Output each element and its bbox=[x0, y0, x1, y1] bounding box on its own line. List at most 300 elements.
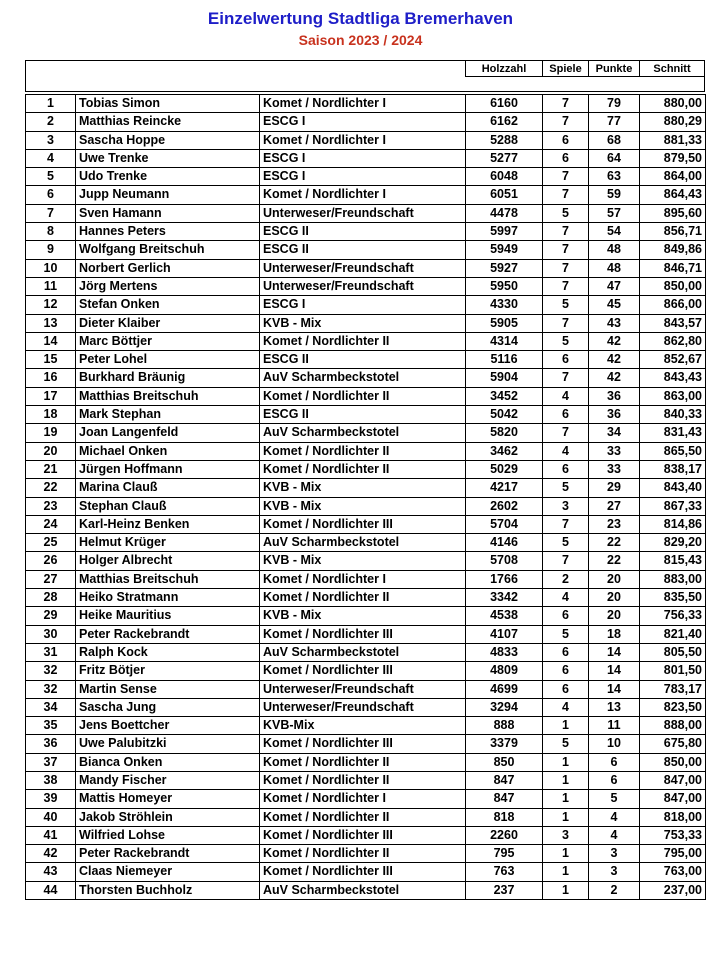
holzzahl-cell: 4833 bbox=[466, 643, 543, 661]
player-name-cell: Burkhard Bräunig bbox=[76, 369, 260, 387]
spiele-cell: 7 bbox=[543, 223, 589, 241]
team-cell: Unterweser/Freundschaft bbox=[260, 277, 466, 295]
team-cell: KVB - Mix bbox=[260, 552, 466, 570]
rank-cell: 43 bbox=[26, 863, 76, 881]
player-name-cell: Stefan Onken bbox=[76, 296, 260, 314]
table-row bbox=[26, 735, 706, 753]
team-cell: AuV Scharmbeckstotel bbox=[260, 643, 466, 661]
spiele-cell: 3 bbox=[543, 826, 589, 844]
player-name-cell: Mandy Fischer bbox=[76, 771, 260, 789]
rank-cell: 32 bbox=[26, 680, 76, 698]
schnitt-cell: 880,00 bbox=[640, 95, 706, 113]
player-name-cell: Stephan Clauß bbox=[76, 497, 260, 515]
player-name-cell: Jakob Ströhlein bbox=[76, 808, 260, 826]
schnitt-cell: 843,43 bbox=[640, 369, 706, 387]
spiele-cell: 1 bbox=[543, 753, 589, 771]
team-cell: Komet / Nordlichter III bbox=[260, 863, 466, 881]
rank-cell: 36 bbox=[26, 735, 76, 753]
schnitt-cell: 867,33 bbox=[640, 497, 706, 515]
schnitt-cell: 815,43 bbox=[640, 552, 706, 570]
team-cell: KVB - Mix bbox=[260, 314, 466, 332]
spiele-cell: 7 bbox=[543, 113, 589, 131]
team-cell: KVB - Mix bbox=[260, 607, 466, 625]
schnitt-cell: 829,20 bbox=[640, 534, 706, 552]
schnitt-cell: 814,86 bbox=[640, 515, 706, 533]
holzzahl-cell: 6051 bbox=[466, 186, 543, 204]
team-cell: Komet / Nordlichter I bbox=[260, 790, 466, 808]
team-cell: AuV Scharmbeckstotel bbox=[260, 534, 466, 552]
table-row bbox=[26, 332, 706, 350]
punkte-cell: 22 bbox=[589, 552, 640, 570]
team-cell: KVB - Mix bbox=[260, 497, 466, 515]
team-cell: Unterweser/Freundschaft bbox=[260, 259, 466, 277]
team-cell: Unterweser/Freundschaft bbox=[260, 204, 466, 222]
player-name-cell: Peter Lohel bbox=[76, 351, 260, 369]
table-row bbox=[26, 625, 706, 643]
holzzahl-cell: 818 bbox=[466, 808, 543, 826]
punkte-cell: 68 bbox=[589, 131, 640, 149]
page-title: Einzelwertung Stadtliga Bremerhaven bbox=[207, 9, 514, 28]
punkte-cell: 36 bbox=[589, 406, 640, 424]
schnitt-cell: 835,50 bbox=[640, 589, 706, 607]
team-cell: Unterweser/Freundschaft bbox=[260, 698, 466, 716]
holzzahl-cell: 5927 bbox=[466, 259, 543, 277]
player-name-cell: Mark Stephan bbox=[76, 406, 260, 424]
team-cell: Komet / Nordlichter II bbox=[260, 808, 466, 826]
player-name-cell: Jupp Neumann bbox=[76, 186, 260, 204]
spiele-cell: 4 bbox=[543, 698, 589, 716]
player-name-cell: Joan Langenfeld bbox=[76, 424, 260, 442]
schnitt-cell: 823,50 bbox=[640, 698, 706, 716]
schnitt-cell: 850,00 bbox=[640, 753, 706, 771]
table-row bbox=[26, 534, 706, 552]
holzzahl-cell: 4809 bbox=[466, 662, 543, 680]
rank-cell: 20 bbox=[26, 442, 76, 460]
holzzahl-cell: 5904 bbox=[466, 369, 543, 387]
punkte-cell: 59 bbox=[589, 186, 640, 204]
table-row bbox=[26, 168, 706, 186]
spiele-cell: 1 bbox=[543, 845, 589, 863]
spiele-cell: 6 bbox=[543, 460, 589, 478]
table-row bbox=[26, 698, 706, 716]
table-row bbox=[26, 149, 706, 167]
holzzahl-cell: 3462 bbox=[466, 442, 543, 460]
punkte-cell: 14 bbox=[589, 680, 640, 698]
player-name-cell: Marc Böttjer bbox=[76, 332, 260, 350]
table-row bbox=[26, 552, 706, 570]
rank-cell: 30 bbox=[26, 625, 76, 643]
holzzahl-cell: 4478 bbox=[466, 204, 543, 222]
ranking-table bbox=[25, 94, 706, 900]
rank-cell: 22 bbox=[26, 479, 76, 497]
punkte-cell: 42 bbox=[589, 332, 640, 350]
schnitt-cell: 795,00 bbox=[640, 845, 706, 863]
spiele-cell: 5 bbox=[543, 296, 589, 314]
team-cell: ESCG I bbox=[260, 113, 466, 131]
player-name-cell: Bianca Onken bbox=[76, 753, 260, 771]
team-cell: KVB - Mix bbox=[260, 479, 466, 497]
spiele-cell: 7 bbox=[543, 95, 589, 113]
spiele-cell: 5 bbox=[543, 735, 589, 753]
team-cell: Komet / Nordlichter II bbox=[260, 771, 466, 789]
punkte-cell: 11 bbox=[589, 717, 640, 735]
table-row bbox=[26, 223, 706, 241]
team-cell: Unterweser/Freundschaft bbox=[260, 680, 466, 698]
player-name-cell: Sascha Jung bbox=[76, 698, 260, 716]
team-cell: Komet / Nordlichter I bbox=[260, 95, 466, 113]
punkte-cell: 3 bbox=[589, 863, 640, 881]
holzzahl-cell: 5708 bbox=[466, 552, 543, 570]
player-name-cell: Matthias Reincke bbox=[76, 113, 260, 131]
holzzahl-cell: 4330 bbox=[466, 296, 543, 314]
player-name-cell: Jürgen Hoffmann bbox=[76, 460, 260, 478]
rank-cell: 26 bbox=[26, 552, 76, 570]
rank-cell: 4 bbox=[26, 149, 76, 167]
team-cell: Komet / Nordlichter II bbox=[260, 442, 466, 460]
rank-cell: 19 bbox=[26, 424, 76, 442]
spiele-cell: 2 bbox=[543, 570, 589, 588]
punkte-cell: 57 bbox=[589, 204, 640, 222]
holzzahl-cell: 3379 bbox=[466, 735, 543, 753]
team-cell: Komet / Nordlichter I bbox=[260, 131, 466, 149]
spiele-cell: 6 bbox=[543, 607, 589, 625]
holzzahl-cell: 5704 bbox=[466, 515, 543, 533]
team-cell: Komet / Nordlichter III bbox=[260, 662, 466, 680]
punkte-cell: 48 bbox=[589, 259, 640, 277]
team-cell: AuV Scharmbeckstotel bbox=[260, 369, 466, 387]
rank-cell: 31 bbox=[26, 643, 76, 661]
rank-cell: 25 bbox=[26, 534, 76, 552]
punkte-cell: 36 bbox=[589, 387, 640, 405]
table-row bbox=[26, 131, 706, 149]
rank-cell: 2 bbox=[26, 113, 76, 131]
schnitt-cell: 852,67 bbox=[640, 351, 706, 369]
table-row bbox=[26, 589, 706, 607]
table-row bbox=[26, 826, 706, 844]
spiele-cell: 1 bbox=[543, 790, 589, 808]
spiele-cell: 6 bbox=[543, 149, 589, 167]
player-name-cell: Karl-Heinz Benken bbox=[76, 515, 260, 533]
holzzahl-cell: 1766 bbox=[466, 570, 543, 588]
rank-cell: 38 bbox=[26, 771, 76, 789]
table-row bbox=[26, 296, 706, 314]
page-subtitle: Saison 2023 / 2024 bbox=[298, 32, 423, 48]
holzzahl-cell: 3294 bbox=[466, 698, 543, 716]
rank-cell: 14 bbox=[26, 332, 76, 350]
spiele-cell: 7 bbox=[543, 241, 589, 259]
table-row bbox=[26, 406, 706, 424]
punkte-cell: 10 bbox=[589, 735, 640, 753]
punkte-cell: 20 bbox=[589, 589, 640, 607]
holzzahl-cell: 5949 bbox=[466, 241, 543, 259]
player-name-cell: Ralph Kock bbox=[76, 643, 260, 661]
rank-cell: 40 bbox=[26, 808, 76, 826]
player-name-cell: Udo Trenke bbox=[76, 168, 260, 186]
rank-cell: 6 bbox=[26, 186, 76, 204]
holzzahl-cell: 3452 bbox=[466, 387, 543, 405]
spiele-cell: 4 bbox=[543, 387, 589, 405]
spiele-cell: 1 bbox=[543, 771, 589, 789]
punkte-cell: 42 bbox=[589, 369, 640, 387]
rank-cell: 27 bbox=[26, 570, 76, 588]
spiele-cell: 7 bbox=[543, 552, 589, 570]
player-name-cell: Norbert Gerlich bbox=[76, 259, 260, 277]
player-name-cell: Claas Niemeyer bbox=[76, 863, 260, 881]
rank-cell: 11 bbox=[26, 277, 76, 295]
schnitt-cell: 847,00 bbox=[640, 790, 706, 808]
rank-cell: 35 bbox=[26, 717, 76, 735]
table-row bbox=[26, 497, 706, 515]
schnitt-cell: 801,50 bbox=[640, 662, 706, 680]
schnitt-cell: 805,50 bbox=[640, 643, 706, 661]
table-row bbox=[26, 424, 706, 442]
rank-cell: 29 bbox=[26, 607, 76, 625]
punkte-cell: 6 bbox=[589, 753, 640, 771]
team-cell: ESCG II bbox=[260, 223, 466, 241]
rank-cell: 37 bbox=[26, 753, 76, 771]
table-row bbox=[26, 808, 706, 826]
table-row bbox=[26, 186, 706, 204]
table-row bbox=[26, 95, 706, 113]
holzzahl-cell: 5116 bbox=[466, 351, 543, 369]
schnitt-cell: 846,71 bbox=[640, 259, 706, 277]
schnitt-cell: 865,50 bbox=[640, 442, 706, 460]
team-cell: Komet / Nordlichter III bbox=[260, 735, 466, 753]
rank-cell: 17 bbox=[26, 387, 76, 405]
punkte-cell: 45 bbox=[589, 296, 640, 314]
spiele-cell: 4 bbox=[543, 442, 589, 460]
holzzahl-cell: 4314 bbox=[466, 332, 543, 350]
player-name-cell: Tobias Simon bbox=[76, 95, 260, 113]
player-name-cell: Hannes Peters bbox=[76, 223, 260, 241]
holzzahl-cell: 5288 bbox=[466, 131, 543, 149]
table-row bbox=[26, 881, 706, 899]
punkte-cell: 2 bbox=[589, 881, 640, 899]
table-row bbox=[26, 460, 706, 478]
spiele-cell: 7 bbox=[543, 424, 589, 442]
player-name-cell: Holger Albrecht bbox=[76, 552, 260, 570]
team-cell: Komet / Nordlichter II bbox=[260, 460, 466, 478]
table-row bbox=[26, 241, 706, 259]
punkte-cell: 6 bbox=[589, 771, 640, 789]
punkte-cell: 48 bbox=[589, 241, 640, 259]
holzzahl-cell: 5950 bbox=[466, 277, 543, 295]
schnitt-cell: 864,00 bbox=[640, 168, 706, 186]
table-row bbox=[26, 113, 706, 131]
spiele-cell: 1 bbox=[543, 808, 589, 826]
team-cell: ESCG II bbox=[260, 351, 466, 369]
rank-cell: 12 bbox=[26, 296, 76, 314]
rank-cell: 21 bbox=[26, 460, 76, 478]
rank-cell: 42 bbox=[26, 845, 76, 863]
team-cell: ESCG I bbox=[260, 168, 466, 186]
holzzahl-cell: 847 bbox=[466, 771, 543, 789]
rank-cell: 39 bbox=[26, 790, 76, 808]
table-row bbox=[26, 662, 706, 680]
schnitt-cell: 856,71 bbox=[640, 223, 706, 241]
table-row bbox=[26, 607, 706, 625]
team-cell: KVB-Mix bbox=[260, 717, 466, 735]
table-row bbox=[26, 387, 706, 405]
spiele-cell: 3 bbox=[543, 497, 589, 515]
table-row bbox=[26, 204, 706, 222]
punkte-cell: 4 bbox=[589, 826, 640, 844]
table-row bbox=[26, 771, 706, 789]
spiele-cell: 5 bbox=[543, 479, 589, 497]
punkte-cell: 77 bbox=[589, 113, 640, 131]
punkte-cell: 3 bbox=[589, 845, 640, 863]
holzzahl-cell: 5029 bbox=[466, 460, 543, 478]
rank-cell: 10 bbox=[26, 259, 76, 277]
rank-cell: 1 bbox=[26, 95, 76, 113]
rank-cell: 7 bbox=[26, 204, 76, 222]
spiele-cell: 6 bbox=[543, 406, 589, 424]
spiele-cell: 7 bbox=[543, 314, 589, 332]
schnitt-cell: 838,17 bbox=[640, 460, 706, 478]
punkte-cell: 33 bbox=[589, 442, 640, 460]
rank-cell: 16 bbox=[26, 369, 76, 387]
schnitt-cell: 753,33 bbox=[640, 826, 706, 844]
punkte-cell: 64 bbox=[589, 149, 640, 167]
holzzahl-cell: 2602 bbox=[466, 497, 543, 515]
schnitt-cell: 783,17 bbox=[640, 680, 706, 698]
team-cell: Komet / Nordlichter III bbox=[260, 625, 466, 643]
spiele-cell: 1 bbox=[543, 863, 589, 881]
rank-cell: 34 bbox=[26, 698, 76, 716]
spiele-cell: 5 bbox=[543, 332, 589, 350]
player-name-cell: Mattis Homeyer bbox=[76, 790, 260, 808]
player-name-cell: Heiko Stratmann bbox=[76, 589, 260, 607]
holzzahl-cell: 2260 bbox=[466, 826, 543, 844]
rank-cell: 3 bbox=[26, 131, 76, 149]
spiele-cell: 5 bbox=[543, 204, 589, 222]
table-row bbox=[26, 259, 706, 277]
punkte-cell: 33 bbox=[589, 460, 640, 478]
schnitt-cell: 843,57 bbox=[640, 314, 706, 332]
team-cell: ESCG I bbox=[260, 149, 466, 167]
holzzahl-cell: 6160 bbox=[466, 95, 543, 113]
spiele-cell: 4 bbox=[543, 589, 589, 607]
table-row bbox=[26, 351, 706, 369]
punkte-cell: 34 bbox=[589, 424, 640, 442]
punkte-cell: 22 bbox=[589, 534, 640, 552]
player-name-cell: Martin Sense bbox=[76, 680, 260, 698]
holzzahl-cell: 795 bbox=[466, 845, 543, 863]
holzzahl-cell: 4699 bbox=[466, 680, 543, 698]
punkte-cell: 13 bbox=[589, 698, 640, 716]
spiele-cell: 7 bbox=[543, 259, 589, 277]
table-row bbox=[26, 680, 706, 698]
rank-cell: 44 bbox=[26, 881, 76, 899]
schnitt-cell: 849,86 bbox=[640, 241, 706, 259]
schnitt-cell: 831,43 bbox=[640, 424, 706, 442]
rank-cell: 8 bbox=[26, 223, 76, 241]
table-row bbox=[26, 790, 706, 808]
spiele-cell: 7 bbox=[543, 515, 589, 533]
punkte-cell: 29 bbox=[589, 479, 640, 497]
schnitt-cell: 237,00 bbox=[640, 881, 706, 899]
table-row bbox=[26, 515, 706, 533]
table-row bbox=[26, 845, 706, 863]
spiele-cell: 6 bbox=[543, 643, 589, 661]
rank-cell: 15 bbox=[26, 351, 76, 369]
spiele-cell: 5 bbox=[543, 625, 589, 643]
team-cell: ESCG II bbox=[260, 406, 466, 424]
header-punkte: Punkte bbox=[588, 60, 640, 77]
spiele-cell: 5 bbox=[543, 534, 589, 552]
holzzahl-cell: 4107 bbox=[466, 625, 543, 643]
team-cell: Komet / Nordlichter II bbox=[260, 589, 466, 607]
team-cell: AuV Scharmbeckstotel bbox=[260, 424, 466, 442]
player-name-cell: Helmut Krüger bbox=[76, 534, 260, 552]
schnitt-cell: 675,80 bbox=[640, 735, 706, 753]
spiele-cell: 6 bbox=[543, 680, 589, 698]
header-holzzahl: Holzzahl bbox=[465, 60, 543, 77]
schnitt-cell: 847,00 bbox=[640, 771, 706, 789]
rank-cell: 18 bbox=[26, 406, 76, 424]
table-row bbox=[26, 643, 706, 661]
spiele-cell: 7 bbox=[543, 369, 589, 387]
table-row bbox=[26, 277, 706, 295]
schnitt-cell: 863,00 bbox=[640, 387, 706, 405]
spiele-cell: 6 bbox=[543, 662, 589, 680]
rank-cell: 9 bbox=[26, 241, 76, 259]
holzzahl-cell: 5820 bbox=[466, 424, 543, 442]
punkte-cell: 42 bbox=[589, 351, 640, 369]
holzzahl-cell: 888 bbox=[466, 717, 543, 735]
rank-cell: 13 bbox=[26, 314, 76, 332]
rank-cell: 24 bbox=[26, 515, 76, 533]
table-row bbox=[26, 570, 706, 588]
table-row bbox=[26, 753, 706, 771]
spiele-cell: 7 bbox=[543, 168, 589, 186]
schnitt-cell: 866,00 bbox=[640, 296, 706, 314]
player-name-cell: Sascha Hoppe bbox=[76, 131, 260, 149]
spiele-cell: 7 bbox=[543, 277, 589, 295]
schnitt-cell: 880,29 bbox=[640, 113, 706, 131]
schnitt-cell: 879,50 bbox=[640, 149, 706, 167]
punkte-cell: 4 bbox=[589, 808, 640, 826]
spiele-cell: 6 bbox=[543, 351, 589, 369]
schnitt-cell: 895,60 bbox=[640, 204, 706, 222]
punkte-cell: 14 bbox=[589, 662, 640, 680]
table-row bbox=[26, 717, 706, 735]
holzzahl-cell: 237 bbox=[466, 881, 543, 899]
player-name-cell: Thorsten Buchholz bbox=[76, 881, 260, 899]
schnitt-cell: 864,43 bbox=[640, 186, 706, 204]
rank-cell: 32 bbox=[26, 662, 76, 680]
player-name-cell: Michael Onken bbox=[76, 442, 260, 460]
table-row bbox=[26, 314, 706, 332]
holzzahl-cell: 5042 bbox=[466, 406, 543, 424]
schnitt-cell: 888,00 bbox=[640, 717, 706, 735]
punkte-cell: 54 bbox=[589, 223, 640, 241]
table-row bbox=[26, 863, 706, 881]
holzzahl-cell: 4146 bbox=[466, 534, 543, 552]
spiele-cell: 7 bbox=[543, 186, 589, 204]
player-name-cell: Sven Hamann bbox=[76, 204, 260, 222]
schnitt-cell: 818,00 bbox=[640, 808, 706, 826]
punkte-cell: 18 bbox=[589, 625, 640, 643]
spiele-cell: 1 bbox=[543, 717, 589, 735]
punkte-cell: 20 bbox=[589, 570, 640, 588]
punkte-cell: 20 bbox=[589, 607, 640, 625]
player-name-cell: Fritz Bötjer bbox=[76, 662, 260, 680]
player-name-cell: Jörg Mertens bbox=[76, 277, 260, 295]
spiele-cell: 1 bbox=[543, 881, 589, 899]
holzzahl-cell: 5997 bbox=[466, 223, 543, 241]
team-cell: ESCG I bbox=[260, 296, 466, 314]
